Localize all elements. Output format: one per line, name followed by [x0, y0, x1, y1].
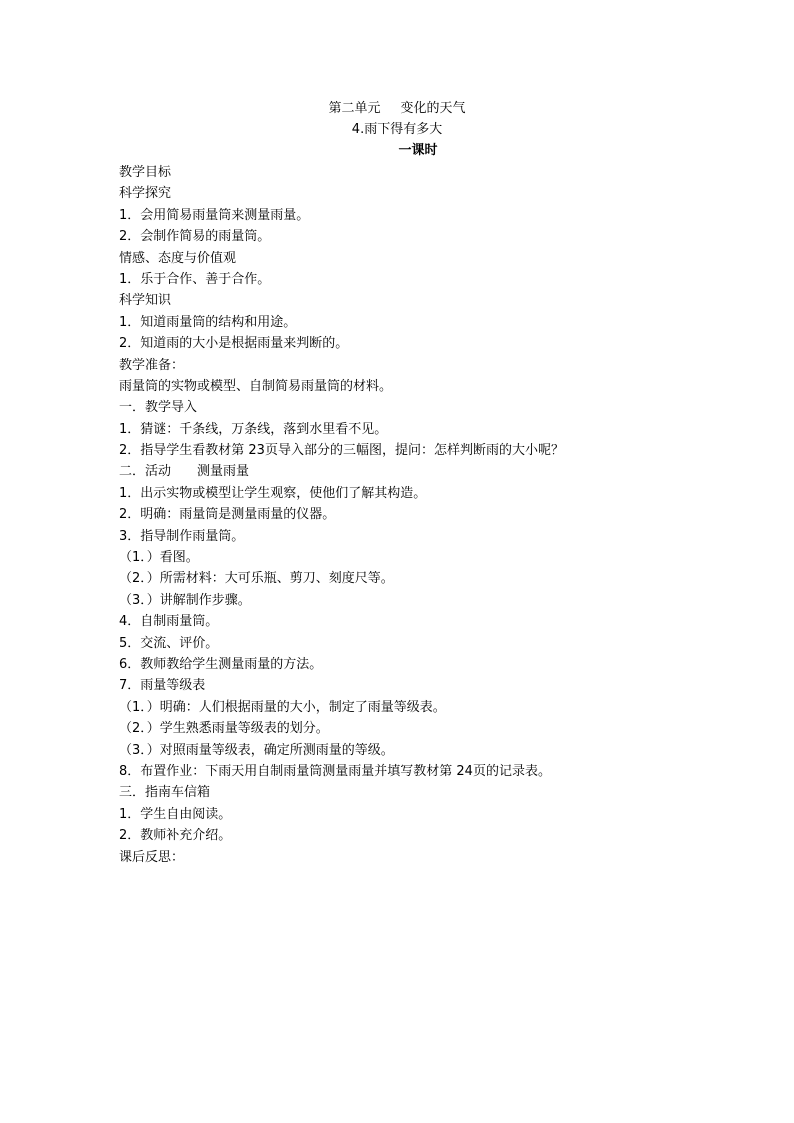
body-line: 7．雨量等级表 [119, 678, 206, 694]
body-line: 2．会制作简易的雨量筒。 [119, 229, 271, 245]
body-line: 一．教学导入 [119, 400, 198, 416]
period-label: 一课时 [398, 143, 438, 158]
body-line: 2．教师补充介绍。 [119, 828, 232, 844]
body-line: （3．）对照雨量等级表，确定所测雨量的等级。 [119, 742, 394, 758]
unit-label: 第二单元 [328, 101, 381, 116]
body-line: 教学准备： [119, 357, 185, 373]
body-line: 2．指导学生看教材第 23页导入部分的三幅图，提问：怎样判断雨的大小呢？ [119, 443, 564, 459]
body-line: （1．）看图。 [119, 550, 199, 566]
body-line: （2．）学生熟悉雨量等级表的划分。 [119, 721, 329, 737]
unit-title: 变化的天气 [400, 101, 466, 116]
body-line: 4．自制雨量筒。 [119, 614, 219, 630]
body-line: 2．知道雨的大小是根据雨量来判断的。 [119, 336, 349, 352]
body-line: （1．）明确：人们根据雨量的大小，制定了雨量等级表。 [119, 699, 446, 715]
body-line: 3．指导制作雨量筒。 [119, 528, 245, 544]
body-line: 1．猜谜：千条线，万条线，落到水里看不见。 [119, 421, 388, 437]
body-line: 情感、态度与价值观 [119, 250, 237, 266]
document-header [0, 98, 794, 161]
body-line: 1．出示实物或模型让学生观察，使他们了解其构造。 [119, 485, 427, 501]
body-line: 科学知识 [119, 293, 172, 309]
body-line: 二．活动 测量雨量 [119, 464, 250, 480]
body-line: （3．）讲解制作步骤。 [119, 592, 251, 608]
body-line: 1．乐于合作、善于合作。 [119, 271, 271, 287]
body-line: 课后反思： [119, 849, 185, 865]
body-line: 雨量筒的实物或模型、自制简易雨量筒的材料。 [119, 378, 393, 394]
body-line: 5．交流、评价。 [119, 635, 219, 651]
body-line: 2．明确：雨量筒是测量雨量的仪器。 [119, 507, 336, 523]
lesson-title: 4.雨下得有多大 [351, 122, 443, 137]
unit-heading [0, 98, 794, 119]
body-line: （2．）所需材料：大可乐瓶、剪刀、刻度尺等。 [119, 571, 394, 587]
lesson-plan-body [119, 162, 739, 868]
body-line: 教学目标 [119, 165, 172, 180]
body-line: 8．布置作业：下雨天用自制雨量筒测量雨量并填写教材第 24页的记录表。 [119, 763, 551, 779]
body-line: 科学探究 [119, 186, 172, 202]
body-line: 三．指南车信箱 [119, 785, 211, 801]
body-line: 6．教师教给学生测量雨量的方法。 [119, 656, 323, 672]
body-line: 1．会用简易雨量筒来测量雨量。 [119, 207, 310, 223]
body-line: 1．学生自由阅读。 [119, 806, 232, 822]
body-line: 1．知道雨量筒的结构和用途。 [119, 314, 297, 330]
